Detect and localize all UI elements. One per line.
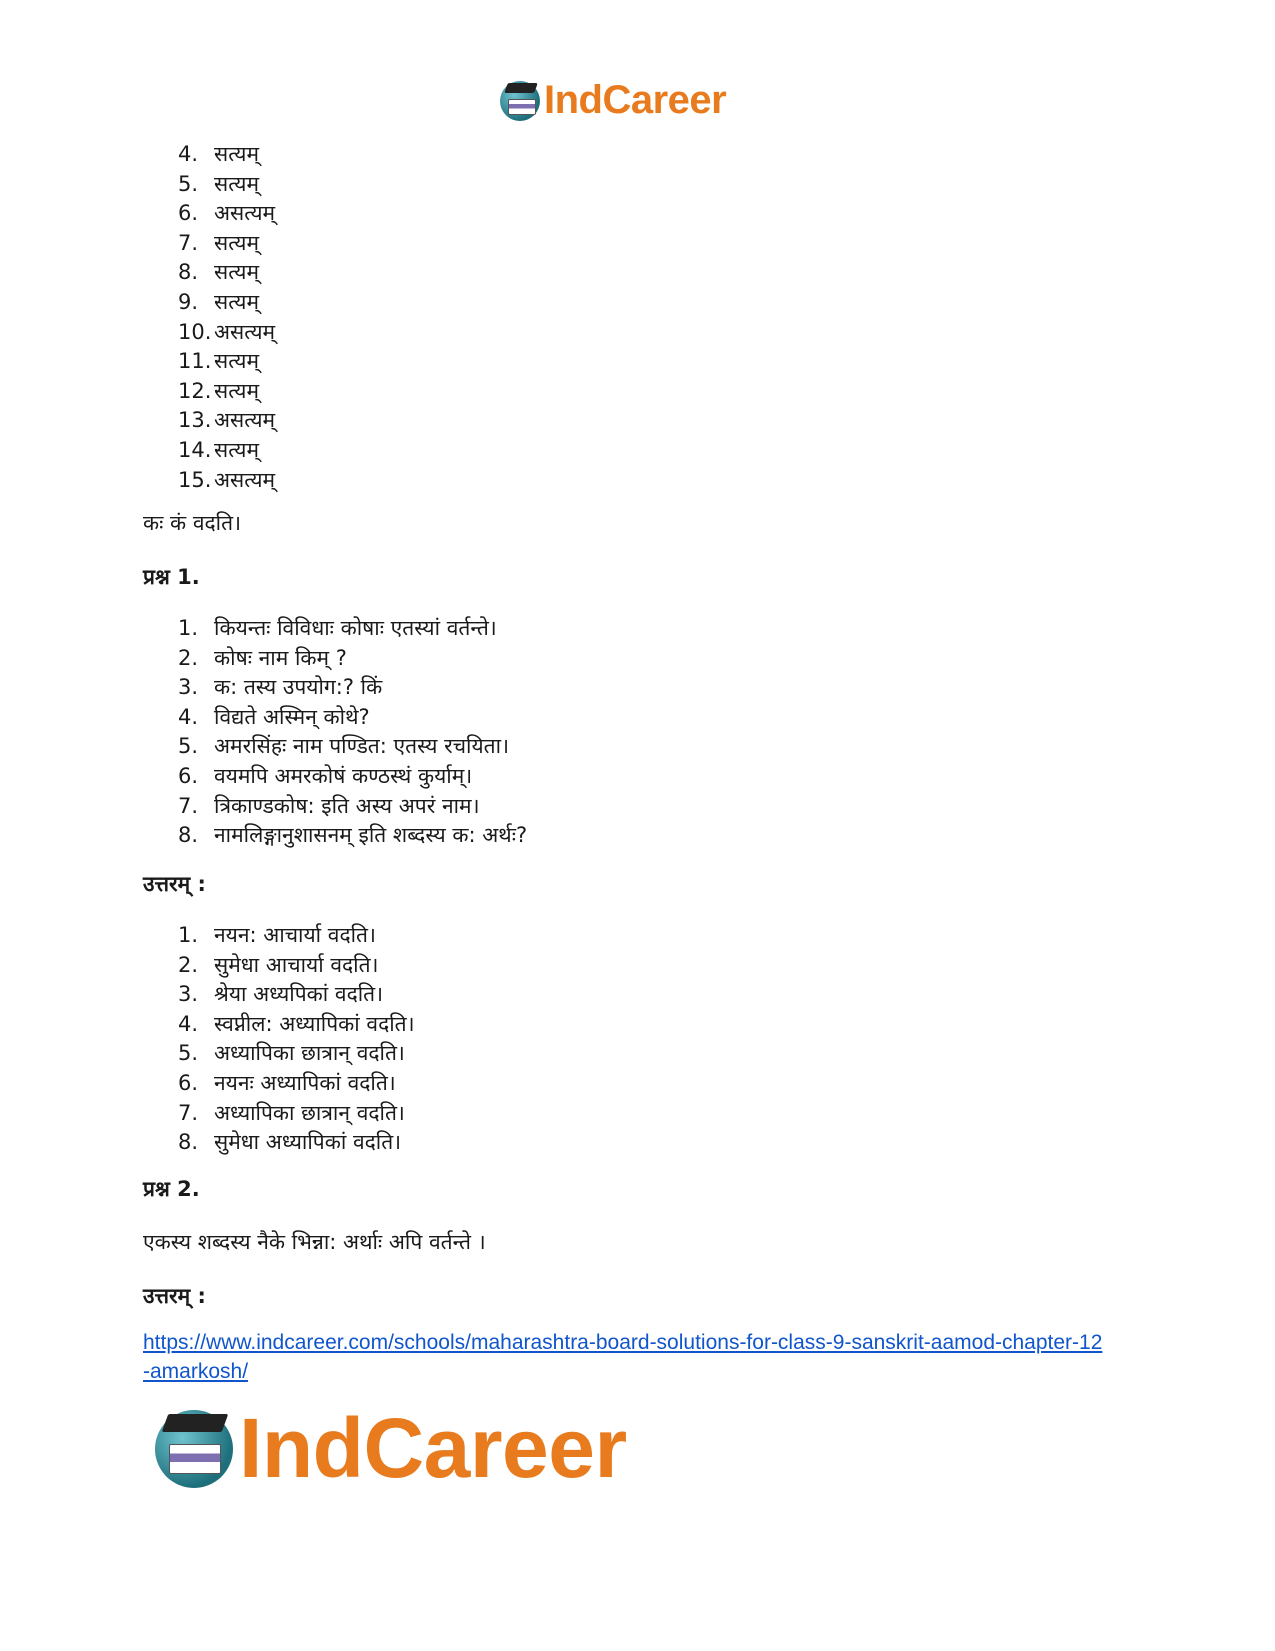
list-item <box>178 347 275 377</box>
list-item <box>178 762 527 792</box>
list-item-number: 3. <box>178 675 199 700</box>
list-item <box>178 258 275 288</box>
question-2-text: एकस्य शब्दस्य नैके भिन्ना: अर्थाः अपि वर्तन्ते । <box>143 1230 486 1254</box>
list-item-number: 2. <box>178 952 199 977</box>
list-item-text: असत्यम् <box>214 467 276 492</box>
list-item-text: सत्यम् <box>214 142 260 166</box>
list-item-text: वयमपि अमरकोषं कण्ठस्थं कुर्याम्। <box>214 763 473 788</box>
logo-globe-icon <box>155 1410 233 1488</box>
list-item <box>178 614 527 644</box>
list-item-text: सत्यम् <box>214 349 260 374</box>
list-item-text: सत्यम् <box>214 289 260 314</box>
list-item <box>178 703 527 733</box>
footer-logo-text: IndCareer <box>239 1401 627 1495</box>
list-item-text: त्रिकाण्डकोष: इति अस्य अपरं नाम। <box>214 793 480 818</box>
list-item-text: नयन: आचार्या वदति। <box>214 923 376 947</box>
list-item-number: 6. <box>178 763 199 788</box>
list-item-text: असत्यम् <box>214 408 276 433</box>
list-item-number: 4. <box>178 1011 199 1036</box>
list-item <box>178 1128 415 1158</box>
list-item-number: 8. <box>178 1130 199 1155</box>
list-item-number: 6. <box>178 201 199 226</box>
source-link[interactable]: https://www.indcareer.com/schools/maharashtra-board-solutions-for-class-9-sanskrit-aamod-chapter-12-amarkosh/ <box>143 1331 1103 1383</box>
question-1-label: प्रश्न 1. <box>143 565 200 589</box>
list-item-text: नामलिङ्गानुशासनम् इति शब्दस्य क: अर्थः? <box>214 823 528 848</box>
list-item-text: विद्यते अस्मिन् कोथे? <box>214 704 370 729</box>
list-item-text: नयनः अध्यापिकां वदति। <box>214 1070 396 1095</box>
header-logo-text: IndCareer <box>544 78 727 122</box>
list-item-text: सत्यम् <box>214 171 260 196</box>
list-item-text: श्रेया अध्यपिकां वदति। <box>214 982 384 1007</box>
list-item-text: सत्यम् <box>214 260 260 285</box>
list-item-text: कियन्तः विविधाः कोषाः एतस्यां वर्तन्ते। <box>214 616 497 640</box>
list-item-number: 11. <box>178 349 212 374</box>
list-item <box>178 288 275 318</box>
answer-label-1: उत्तरम् : <box>143 872 206 896</box>
list-item-text: अध्यापिका छात्रान् वदति। <box>214 1100 405 1125</box>
header-logo <box>500 78 726 123</box>
answer-list-true-false <box>178 140 275 495</box>
list-item-text: सुमेधा आचार्या वदति। <box>214 952 379 977</box>
list-item <box>178 1099 415 1129</box>
list-item <box>178 170 275 200</box>
list-item-text: असत्यम् <box>214 201 276 226</box>
list-item-text: सत्यम् <box>214 437 260 462</box>
list-item-number: 6. <box>178 1070 199 1095</box>
list-item-number: 15. <box>178 467 212 492</box>
list-item-number: 4. <box>178 704 199 729</box>
logo-globe-icon <box>500 81 540 121</box>
list-item-text: अमरसिंहः नाम पण्डित: एतस्य रचयिता। <box>214 734 510 759</box>
list-item-number: 10. <box>178 319 212 344</box>
list-item-number: 4. <box>178 142 199 166</box>
list-item-text: क: तस्य उपयोग:? किं <box>214 675 383 700</box>
list-item-number: 7. <box>178 230 199 255</box>
list-item <box>178 406 275 436</box>
list-item-text: कोषः नाम किम् ? <box>214 645 347 670</box>
list-item <box>178 980 415 1010</box>
list-item <box>178 466 275 496</box>
list-item-number: 7. <box>178 793 199 818</box>
list-item-number: 9. <box>178 289 199 314</box>
list-item <box>178 921 415 951</box>
list-item-text: सत्यम् <box>214 378 260 403</box>
list-item <box>178 821 527 851</box>
list-item <box>178 1039 415 1069</box>
list-item-number: 14. <box>178 437 212 462</box>
list-item-number: 1. <box>178 923 199 947</box>
question-1-list <box>178 614 527 851</box>
list-item <box>178 318 275 348</box>
list-item <box>178 229 275 259</box>
list-item-number: 5. <box>178 1041 199 1066</box>
list-item-text: स्वप्नील: अध्यापिकां वदति। <box>214 1011 415 1036</box>
list-item-number: 7. <box>178 1100 199 1125</box>
list-item <box>178 732 527 762</box>
list-item-number: 8. <box>178 260 199 285</box>
list-item-text: असत्यम् <box>214 319 276 344</box>
answer-1-list <box>178 921 415 1158</box>
list-item-number: 8. <box>178 823 199 848</box>
list-item <box>178 436 275 466</box>
list-item-number: 13. <box>178 408 212 433</box>
list-item-number: 2. <box>178 645 199 670</box>
list-item <box>178 1010 415 1040</box>
list-item-text: सत्यम् <box>214 230 260 255</box>
list-item-text: सुमेधा अध्यापिकां वदति। <box>214 1130 402 1155</box>
list-item <box>178 644 527 674</box>
list-item <box>178 792 527 822</box>
list-item-text: अध्यापिका छात्रान् वदति। <box>214 1041 405 1066</box>
section-title: कः कं वदति। <box>143 511 242 535</box>
answer-label-2: उत्तरम् : <box>143 1284 206 1308</box>
list-item <box>178 377 275 407</box>
list-item-number: 5. <box>178 171 199 196</box>
list-item <box>178 140 275 170</box>
list-item <box>178 673 527 703</box>
list-item <box>178 1069 415 1099</box>
list-item <box>178 199 275 229</box>
list-item-number: 5. <box>178 734 199 759</box>
list-item-number: 3. <box>178 982 199 1007</box>
list-item-number: 12. <box>178 378 212 403</box>
list-item <box>178 951 415 981</box>
question-2-label: प्रश्न 2. <box>143 1177 200 1201</box>
list-item-number: 1. <box>178 616 199 640</box>
footer-logo <box>155 1400 627 1497</box>
